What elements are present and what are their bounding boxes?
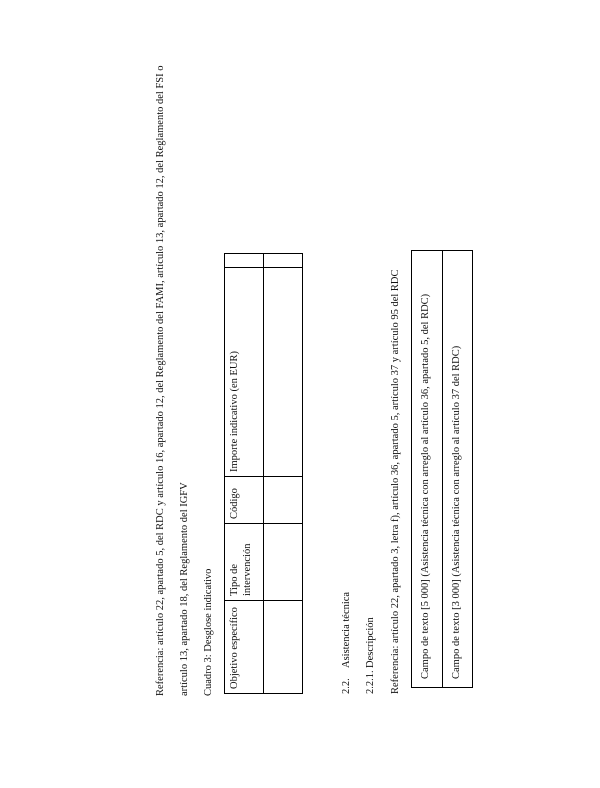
header-codigo: Código <box>225 477 264 524</box>
table-row <box>264 254 303 694</box>
subsection-heading <box>364 617 377 694</box>
header-extra-cell <box>225 254 264 268</box>
subsection-title: Descripción <box>365 617 376 668</box>
header-objetivo: Objetivo específico <box>225 601 264 694</box>
section-heading <box>340 592 353 694</box>
subsection-number: 2.2.1. <box>365 670 376 694</box>
breakdown-table <box>224 253 303 694</box>
text-field-technical-assistance-37: Campo de texto [3 000] (Asistencia técnica con arreglo al artículo 37 del RDC) <box>442 251 472 687</box>
table-cell <box>264 524 303 601</box>
header-tipo-intervencion: Tipo de intervención <box>225 524 264 601</box>
header-importe: Importe indicativo (en EUR) <box>225 268 264 477</box>
text-field-box <box>411 250 473 688</box>
text-field-technical-assistance-36: Campo de texto [5 000] (Asistencia técnica con arreglo al artículo 36, apartado 5, del RDC) <box>420 293 431 679</box>
rotated-content <box>150 30 490 742</box>
section-number: 2.2. <box>341 678 352 694</box>
table-cell <box>264 601 303 694</box>
section-title: Asistencia técnica <box>341 591 352 668</box>
table-cell <box>264 268 303 477</box>
table-cell <box>264 254 303 268</box>
table-cell <box>264 477 303 524</box>
reference-paragraph-line-1: Referencia: artículo 22, apartado 5, del RDC y artículo 16, apartado 12, del Reglamento del FAMI, artículo 13, apartado 12, del Reglamento del FSI o <box>155 65 166 696</box>
table-caption: Cuadro 3: Desglose indicativo <box>203 568 214 696</box>
reference-paragraph-line-2: artículo 13, apartado 18, del Reglamento del IGFV <box>179 482 190 696</box>
reference-line: Referencia: artículo 22, apartado 3, letra f), artículo 36, apartado 5, artículo 37 y artículo 95 del RDC <box>390 269 401 694</box>
table-header-row <box>225 254 264 694</box>
